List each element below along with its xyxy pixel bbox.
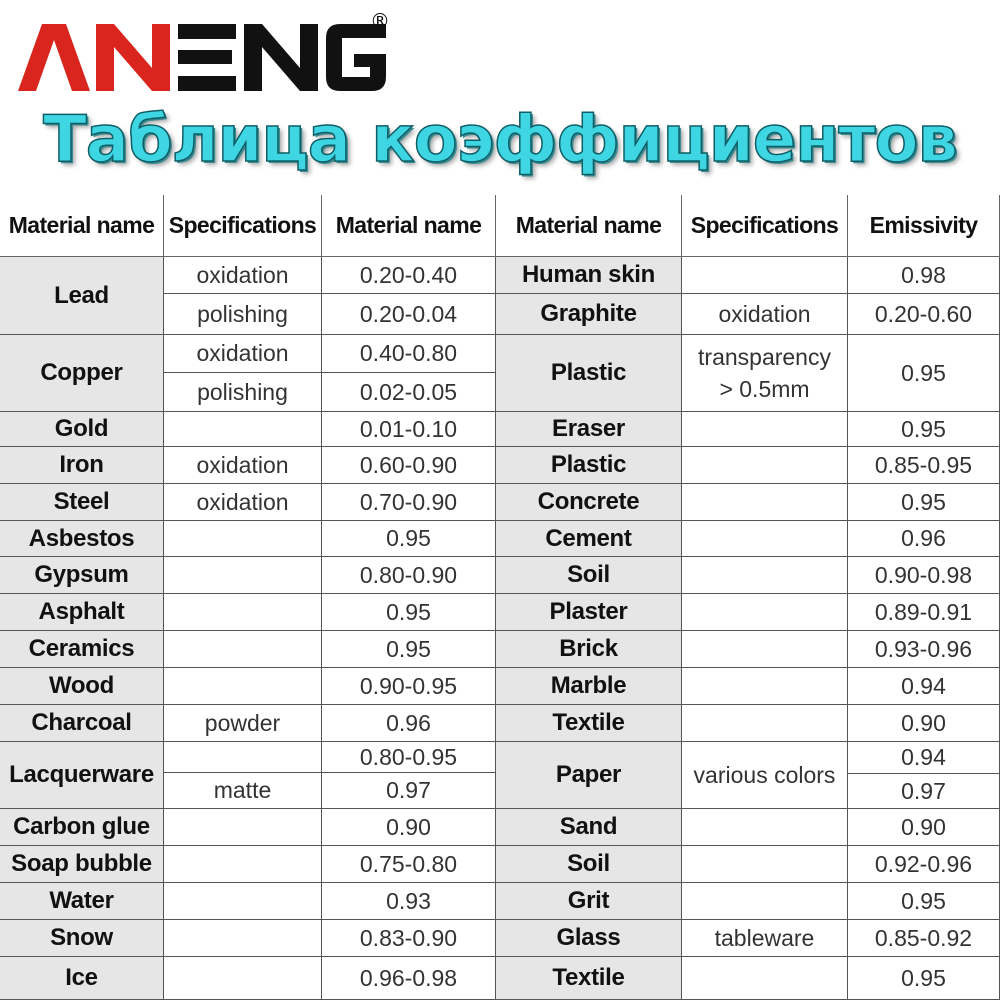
value-lacquerware: 0.80-0.95	[322, 742, 496, 773]
material-charcoal: Charcoal	[0, 705, 164, 742]
spec-lead-oxidation: oxidation	[164, 257, 322, 294]
value-grit: 0.95	[848, 883, 1000, 920]
material-plastic-transparent: Plastic	[496, 335, 682, 412]
spec-water-empty	[164, 883, 322, 920]
aneng-logo-mark	[18, 6, 398, 96]
material-soil: Soil	[496, 557, 682, 594]
spec-asbestos-empty	[164, 521, 322, 557]
header-specifications-left: Specifications	[164, 195, 322, 257]
material-gypsum: Gypsum	[0, 557, 164, 594]
spec-iron-oxidation: oxidation	[164, 447, 322, 484]
material-glass: Glass	[496, 920, 682, 957]
header-material-name-right: Material name	[496, 195, 682, 257]
spec-grit-empty	[682, 883, 848, 920]
material-soap-bubble: Soap bubble	[0, 846, 164, 883]
material-asphalt: Asphalt	[0, 594, 164, 631]
value-lead-oxidation: 0.20-0.40	[322, 257, 496, 294]
material-brick: Brick	[496, 631, 682, 668]
page-title: Таблица коэффициентов	[43, 103, 957, 177]
material-plastic: Plastic	[496, 447, 682, 484]
spec-lacquerware-matte: matte	[164, 773, 322, 809]
value-sand: 0.90	[848, 809, 1000, 846]
material-human-skin: Human skin	[496, 257, 682, 294]
spec-lead-polishing: polishing	[164, 294, 322, 335]
spec-cement-empty	[682, 521, 848, 557]
material-cement: Cement	[496, 521, 682, 557]
material-lead: Lead	[0, 257, 164, 335]
value-textile: 0.90	[848, 705, 1000, 742]
value-plastic-transparent: 0.95	[848, 335, 1000, 412]
spec-brick-empty	[682, 631, 848, 668]
value-gold: 0.01-0.10	[322, 412, 496, 447]
spec-snow-empty	[164, 920, 322, 957]
spec-plastic-transparency-line2: > 0.5mm	[719, 376, 810, 402]
spec-sand-empty	[682, 809, 848, 846]
spec-charcoal-powder: powder	[164, 705, 322, 742]
spec-wood-empty	[164, 668, 322, 705]
material-grit: Grit	[496, 883, 682, 920]
value-human-skin: 0.98	[848, 257, 1000, 294]
value-water: 0.93	[322, 883, 496, 920]
spec-textile-empty	[682, 705, 848, 742]
material-wood: Wood	[0, 668, 164, 705]
spec-graphite-oxidation: oxidation	[682, 294, 848, 335]
value-snow: 0.83-0.90	[322, 920, 496, 957]
material-soil-2: Soil	[496, 846, 682, 883]
value-wood: 0.90-0.95	[322, 668, 496, 705]
material-graphite: Graphite	[496, 294, 682, 335]
spec-copper-oxidation: oxidation	[164, 335, 322, 373]
spec-human-skin-empty	[682, 257, 848, 294]
value-marble: 0.94	[848, 668, 1000, 705]
material-ceramics: Ceramics	[0, 631, 164, 668]
material-eraser: Eraser	[496, 412, 682, 447]
material-ice: Ice	[0, 957, 164, 1000]
value-soil: 0.90-0.98	[848, 557, 1000, 594]
value-charcoal: 0.96	[322, 705, 496, 742]
spec-soil-empty	[682, 557, 848, 594]
material-iron: Iron	[0, 447, 164, 484]
value-cement: 0.96	[848, 521, 1000, 557]
value-graphite: 0.20-0.60	[848, 294, 1000, 335]
spec-plastic-empty	[682, 447, 848, 484]
aneng-logo	[18, 6, 398, 96]
spec-steel-oxidation: oxidation	[164, 484, 322, 521]
spec-textile-2-empty	[682, 957, 848, 1000]
material-carbon-glue: Carbon glue	[0, 809, 164, 846]
header-specifications-right: Specifications	[682, 195, 848, 257]
material-textile: Textile	[496, 705, 682, 742]
spec-plastic-transparency-line1: transparency	[698, 344, 831, 370]
material-steel: Steel	[0, 484, 164, 521]
spec-plaster-empty	[682, 594, 848, 631]
value-ceramics: 0.95	[322, 631, 496, 668]
spec-glass-tableware: tableware	[682, 920, 848, 957]
material-snow: Snow	[0, 920, 164, 957]
spec-carbon-glue-empty	[164, 809, 322, 846]
material-plaster: Plaster	[496, 594, 682, 631]
value-plaster: 0.89-0.91	[848, 594, 1000, 631]
spec-asphalt-empty	[164, 594, 322, 631]
registered-mark: ®	[370, 9, 390, 33]
value-soap-bubble: 0.75-0.80	[322, 846, 496, 883]
spec-ceramics-empty	[164, 631, 322, 668]
value-lacquerware-matte: 0.97	[322, 773, 496, 809]
spec-paper-various-colors: various colors	[682, 742, 848, 809]
value-paper-2: 0.97	[848, 774, 1000, 809]
spec-plastic-transparency	[682, 335, 848, 412]
spec-concrete-empty	[682, 484, 848, 521]
material-marble: Marble	[496, 668, 682, 705]
material-paper: Paper	[496, 742, 682, 809]
value-eraser: 0.95	[848, 412, 1000, 447]
spec-ice-empty	[164, 957, 322, 1000]
material-copper: Copper	[0, 335, 164, 412]
material-water: Water	[0, 883, 164, 920]
value-paper-1: 0.94	[848, 742, 1000, 774]
spec-lacquerware-empty	[164, 742, 322, 773]
value-lead-polishing: 0.20-0.04	[322, 294, 496, 335]
value-textile-2: 0.95	[848, 957, 1000, 1000]
material-concrete: Concrete	[496, 484, 682, 521]
header-material-name-left: Material name	[0, 195, 164, 257]
material-textile-2: Textile	[496, 957, 682, 1000]
value-steel: 0.70-0.90	[322, 484, 496, 521]
spec-soap-bubble-empty	[164, 846, 322, 883]
material-asbestos: Asbestos	[0, 521, 164, 557]
material-sand: Sand	[496, 809, 682, 846]
value-glass: 0.85-0.92	[848, 920, 1000, 957]
value-copper-oxidation: 0.40-0.80	[322, 335, 496, 373]
value-copper-polishing: 0.02-0.05	[322, 373, 496, 412]
spec-soil-2-empty	[682, 846, 848, 883]
header-material-name-middle: Material name	[322, 195, 496, 257]
material-gold: Gold	[0, 412, 164, 447]
spec-gypsum-empty	[164, 557, 322, 594]
value-iron: 0.60-0.90	[322, 447, 496, 484]
value-plastic: 0.85-0.95	[848, 447, 1000, 484]
value-carbon-glue: 0.90	[322, 809, 496, 846]
spec-eraser-empty	[682, 412, 848, 447]
value-asphalt: 0.95	[322, 594, 496, 631]
emissivity-table	[0, 195, 1000, 1000]
value-brick: 0.93-0.96	[848, 631, 1000, 668]
spec-gold-empty	[164, 412, 322, 447]
value-concrete: 0.95	[848, 484, 1000, 521]
value-soil-2: 0.92-0.96	[848, 846, 1000, 883]
value-ice: 0.96-0.98	[322, 957, 496, 1000]
material-lacquerware: Lacquerware	[0, 742, 164, 809]
spec-copper-polishing: polishing	[164, 373, 322, 412]
header-emissivity: Emissivity	[848, 195, 1000, 257]
value-gypsum: 0.80-0.90	[322, 557, 496, 594]
spec-marble-empty	[682, 668, 848, 705]
value-asbestos: 0.95	[322, 521, 496, 557]
